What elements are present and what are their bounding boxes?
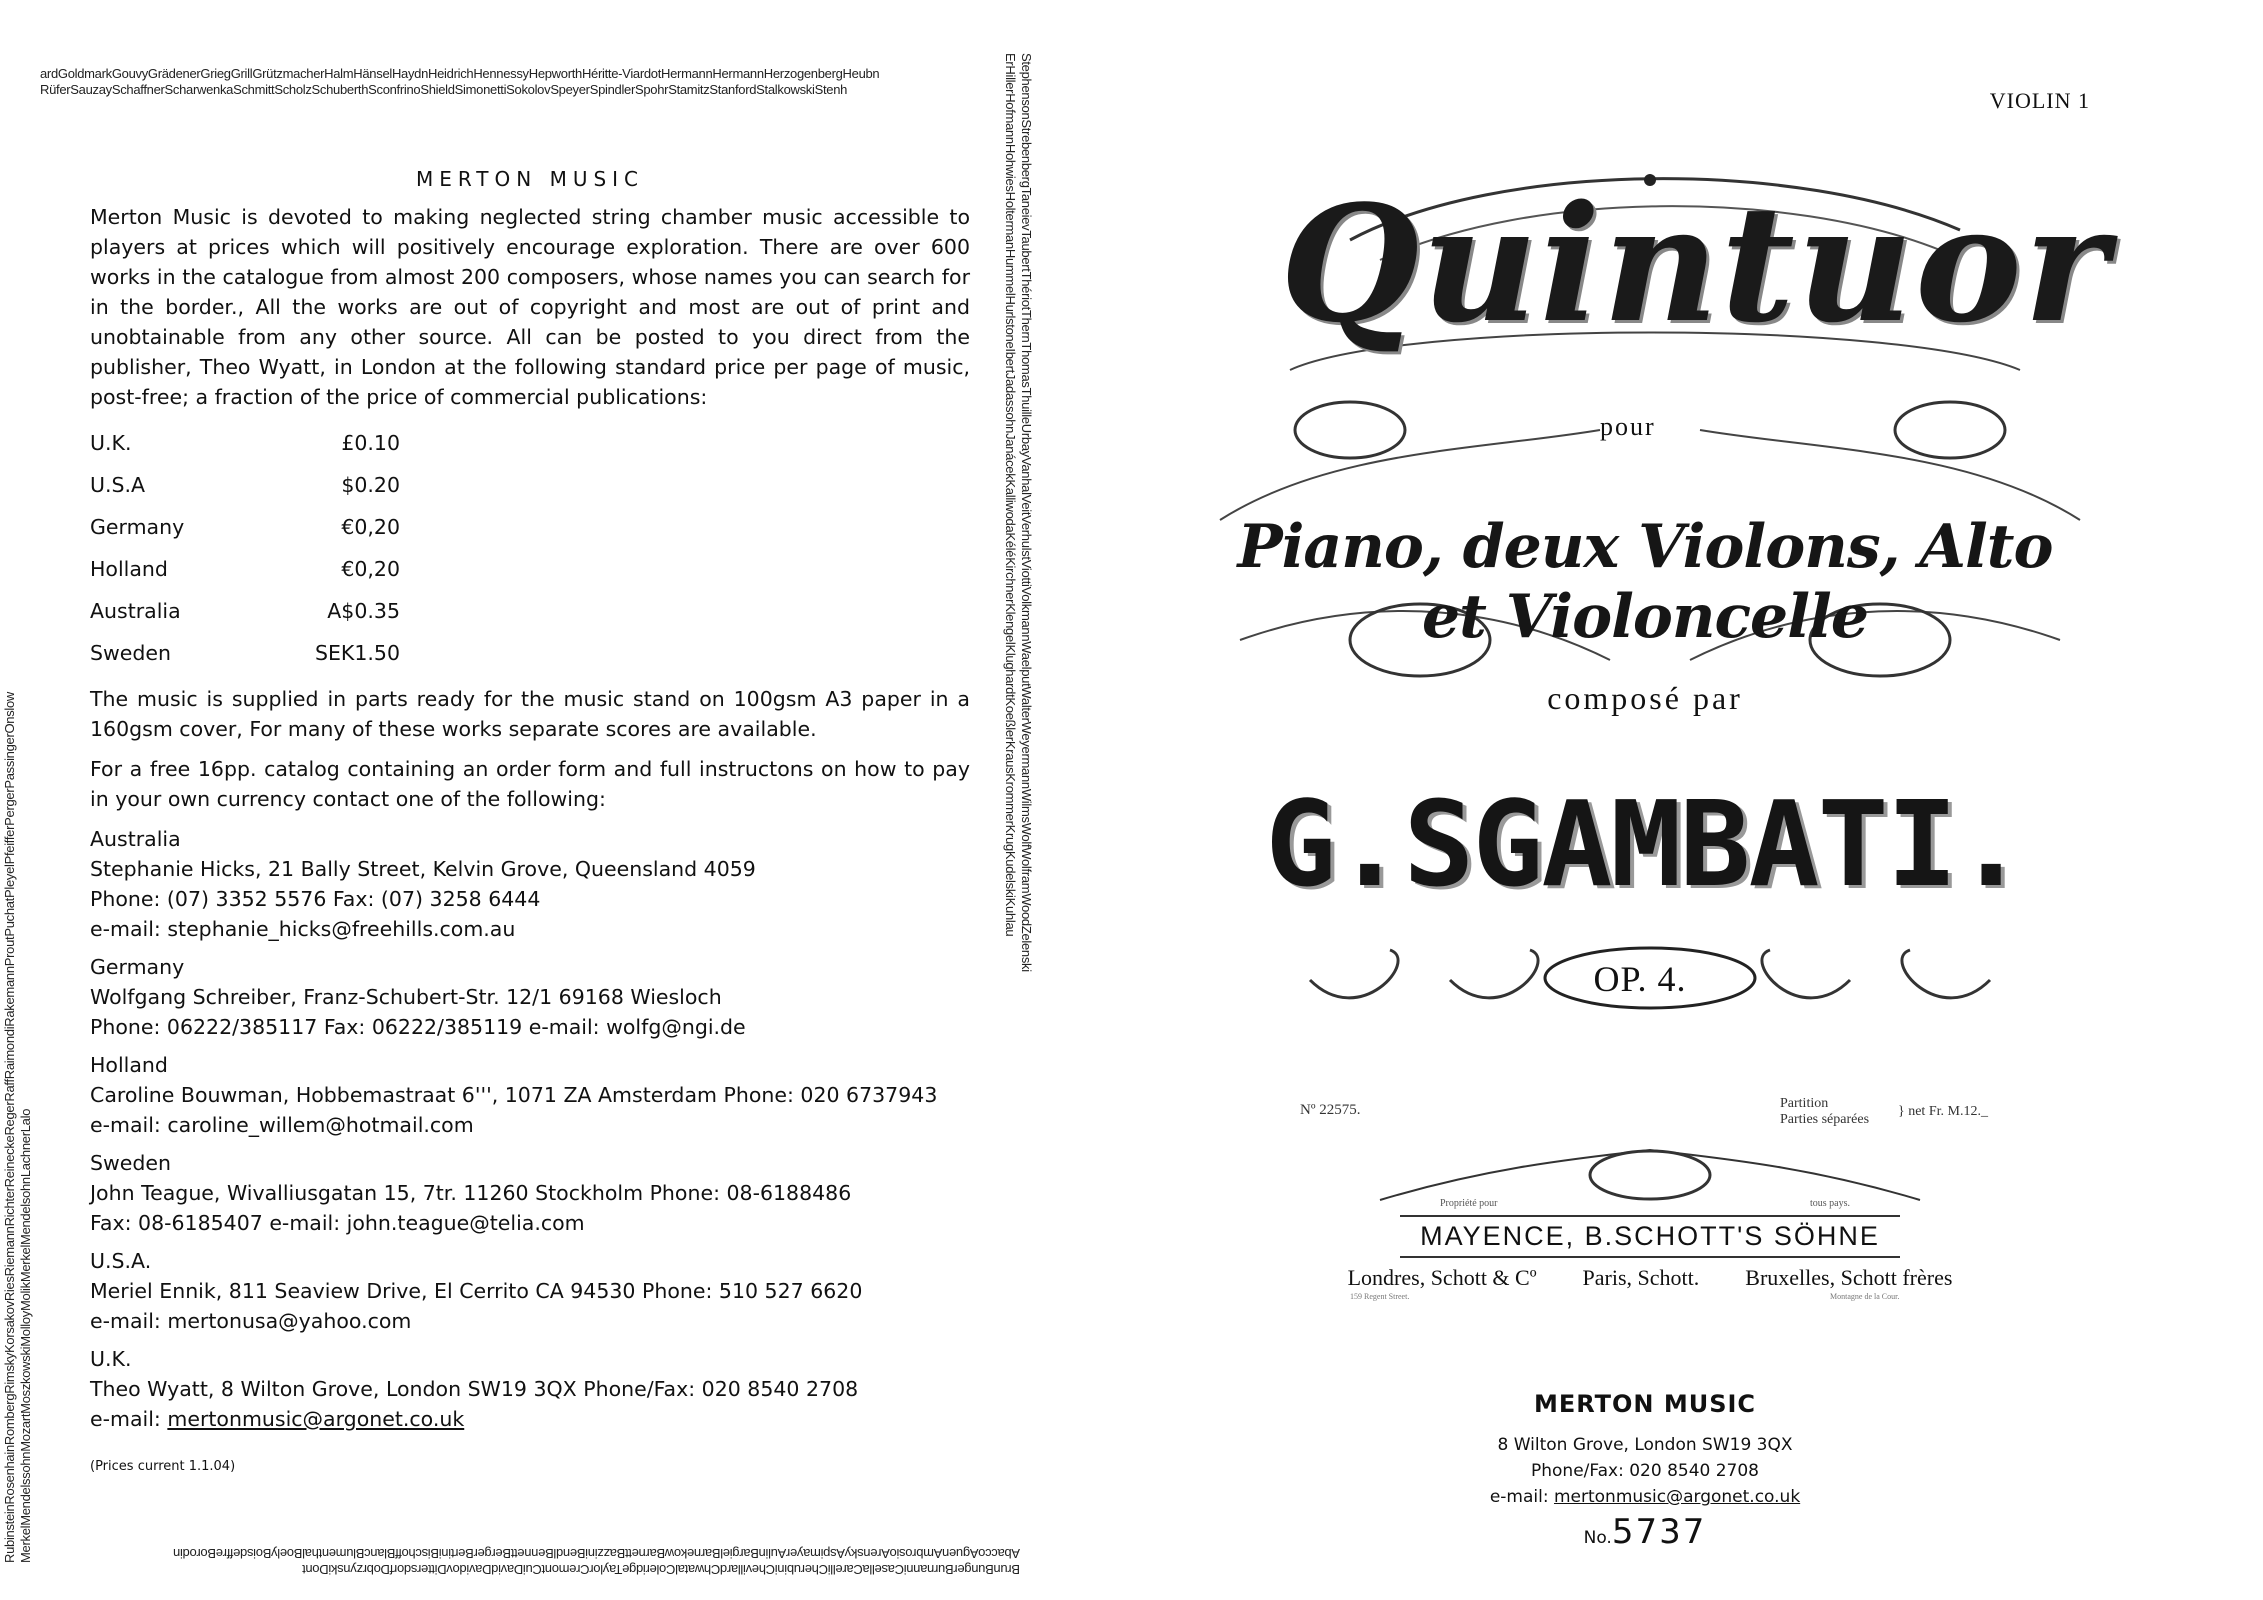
contact-email[interactable]: e-mail: stephanie_hicks@freehills.com.au (90, 917, 516, 941)
instrumentation: Piano, deux Violons, Alto et Violoncelle (1237, 512, 2053, 652)
border-names-top: ardGoldmarkGouvyGrädenerGriegGrillGrützmacherHalmHänselHaydnHeidrichHennessyHepworthHéritte-ViardotHermannHermannHerzogenbergHeubn (40, 66, 880, 81)
price-value: $0.20 (341, 473, 400, 497)
price-value: €0,20 (341, 515, 400, 539)
catalog-no-value: 5737 (1611, 1512, 1707, 1552)
price-net: } net Fr. M.12._ (1898, 1104, 1988, 1119)
price-row (90, 632, 970, 674)
contact-line: Stephanie Hicks, 21 Bally Street, Kelvin Grove, Queensland 4059 (90, 857, 756, 881)
contact-email-line (90, 1404, 970, 1434)
contact-line: Theo Wyatt, 8 Wilton Grove, London SW19 3QX Phone/Fax: 020 8540 2708 (90, 1377, 859, 1401)
intro-brand: Merton Music (90, 205, 231, 229)
catalog-number (1140, 1512, 2150, 1552)
branch-bruxelles: Bruxelles, Schott frères (1745, 1265, 1953, 1290)
branch-bruxelles-address: Montagne de la Cour. (1830, 1292, 1900, 1301)
price-row (90, 506, 970, 548)
price-value: €0,20 (341, 557, 400, 581)
intro-paragraph (90, 202, 970, 412)
contact-uk (90, 1344, 970, 1434)
contact-line: Meriel Ennik, 811 Seaview Drive, El Cerrito CA 94530 Phone: 510 527 6620 (90, 1279, 863, 1303)
merton-stamp (1140, 1390, 2150, 1552)
merton-email-line (1140, 1484, 2150, 1510)
price-row (90, 590, 970, 632)
price-note (1780, 1096, 1988, 1128)
contact-sweden (90, 1148, 970, 1238)
contact-line: Phone: (07) 3352 5576 Fax: (07) 3258 6444 (90, 887, 541, 911)
compose-par: composé par (1547, 680, 1743, 716)
price-country: Germany (90, 515, 185, 539)
property-note-right: tous pays. (1810, 1198, 1850, 1209)
price-row (90, 422, 970, 464)
price-line-score: Partition (1780, 1096, 1829, 1111)
email-label: e-mail: (1489, 1487, 1554, 1507)
publisher-branches (1150, 1265, 2150, 1291)
price-country: Sweden (90, 641, 172, 665)
border-names-bottom: AbaccoAguenAmbrosioArenskyAspimayerAulinBargielBarnekowBarnettBazziniBendlBennettBergerBertiniBischoffBlancBlumenthalBoelyBoisdeffreBorodin (173, 1546, 1020, 1561)
price-country: Australia (90, 599, 181, 623)
panel-title: MERTON MUSIC (415, 167, 645, 191)
border-names-bottom-2: BrunBungerBurnanniCasellaCarelliCherubiniChevillardChwatalColeridgeTaylorCremontCuiDavidDavidovDittersdorfDobrzynskiDont (302, 1562, 1020, 1577)
contact-germany (90, 952, 970, 1042)
merton-phone: Phone/Fax: 020 8540 2708 (1531, 1461, 1759, 1481)
email-label: e-mail: (90, 1407, 168, 1431)
email-link[interactable]: mertonmusic@argonet.co.uk (167, 1407, 465, 1431)
merton-info-panel (90, 160, 970, 1482)
price-row (90, 548, 970, 590)
pour-label: pour (1600, 412, 1656, 441)
contact-line: Fax: 08-6185407 e-mail: john.teague@telia.com (90, 1211, 585, 1235)
contact-region: U.K. (90, 1347, 132, 1371)
composer-name: G.SGAMBATI. (1265, 775, 2025, 913)
border-names-left: RubinsteinRosenhainRombergRimskyKorsakovRiesRiemannRichterReineckeRegerRaffRaimondiRakemannProutPuchatPleyelPfeifferPergerPassingerOnslow (2, 691, 17, 1563)
contact-line: Phone: 06222/385117 Fax: 06222/385119 e-mail: wolfg@ngi.de (90, 1015, 746, 1039)
price-country: Holland (90, 557, 168, 581)
merton-address: 8 Wilton Grove, London SW19 3QX (1497, 1435, 1793, 1455)
title-page (1140, 60, 2160, 1560)
plate-number: Nº 22575. (1300, 1102, 1361, 1118)
contact-region: U.S.A. (90, 1249, 152, 1273)
border-names-left-2: MerkelMendelssohnMozartMoszkowskiMolloyMolikMerkelMendelsohnLachnerLalo (18, 1108, 33, 1563)
border-names-right: ErHillerHofmannHohwiesHoltermanHummelHurlstoneIbertJadassohnJanácekKalliwodaKéléKirchnerKlengelKlughardtKoeßlerKrausKrommerKrugKudelskiKuhlau (1003, 53, 1018, 937)
price-row (90, 464, 970, 506)
contact-email[interactable]: e-mail: mertonusa@yahoo.com (90, 1309, 412, 1333)
price-country: U.K. (90, 431, 132, 455)
price-country: U.S.A (90, 473, 146, 497)
intro-text: is devoted to making neglected string chamber music accessible to players at prices which will positively encourage exploration. There are over 600 works in the catalogue from almost 200 composers, whose names you can search for in the border., All the works are out of copyright and most are out of print and unobtainable from any other source. All can be posted to you direct from the publisher, Theo Wyatt, in London at the following standard price per page of music, post-free; a fraction of the price of commercial publications: (90, 205, 970, 409)
border-names-right-2: StephensonStrebenbergTaneievTaubertThériotThernThomasThuilleUrbayVanhalVeitVerhulstViottiVolkmannWaelputWalterWeyermannWilmsWolfWolframWoodZelenski (1019, 53, 1034, 972)
work-title: Quintuor (1280, 170, 2111, 358)
branch-london: Londres, Schott & Cº (1347, 1265, 1537, 1290)
branch-paris: Paris, Schott. (1582, 1265, 1700, 1290)
catalog-no-label: No. (1583, 1528, 1612, 1548)
merton-title: MERTON MUSIC (1533, 1390, 1757, 1418)
publisher-name: MAYENCE, B.SCHOTT'S SÖHNE (1400, 1215, 1900, 1258)
property-note-left: Propriété pour (1440, 1198, 1498, 1209)
contact-line: Caroline Bouwman, Hobbemastraat 6''', 1071 ZA Amsterdam Phone: 020 6737943 (90, 1083, 938, 1107)
contact-region: Australia (90, 827, 181, 851)
contact-region: Holland (90, 1053, 168, 1077)
contact-australia (90, 824, 970, 944)
price-value: SEK1.50 (314, 641, 400, 665)
opus-number: OP. 4. (1593, 959, 1687, 999)
price-value: £0.10 (341, 431, 400, 455)
contact-holland (90, 1050, 970, 1140)
contact-line: Wolfgang Schreiber, Franz-Schubert-Str. 12/1 69168 Wiesloch (90, 985, 722, 1009)
email-link[interactable]: mertonmusic@argonet.co.uk (1553, 1487, 1801, 1507)
part-label: VIOLIN 1 (1989, 88, 2090, 113)
contact-region: Germany (90, 955, 185, 979)
contact-line: John Teague, Wivalliusgatan 15, 7tr. 11260 Stockholm Phone: 08-6188486 (90, 1181, 852, 1205)
contact-region: Sweden (90, 1151, 172, 1175)
branch-london-address: 159 Regent Street. (1350, 1292, 1410, 1301)
border-names-top-2: RüferSauzaySchaffnerScharwenkaSchmittScholzSchuberthSconfrinoShieldSimonettiSokolovSpeyerSpindlerSpohrStamitzStanfordStalkowskiStenh (40, 82, 848, 97)
price-line-parts: Parties séparées (1780, 1112, 1870, 1127)
contact-email[interactable]: e-mail: caroline_willem@hotmail.com (90, 1113, 474, 1137)
supply-note: The music is supplied in parts ready for the music stand on 100gsm A3 paper in a 160gsm cover, For many of these works separate scores are available. (90, 687, 970, 741)
price-table (90, 422, 970, 674)
price-value: A$0.35 (327, 599, 400, 623)
catalog-note: For a free 16pp. catalog containing an order form and full instructons on how to pay in your own currency contact one of the following: (90, 757, 970, 811)
contact-usa (90, 1246, 970, 1336)
prices-current-note: (Prices current 1.1.04) (90, 1459, 236, 1474)
